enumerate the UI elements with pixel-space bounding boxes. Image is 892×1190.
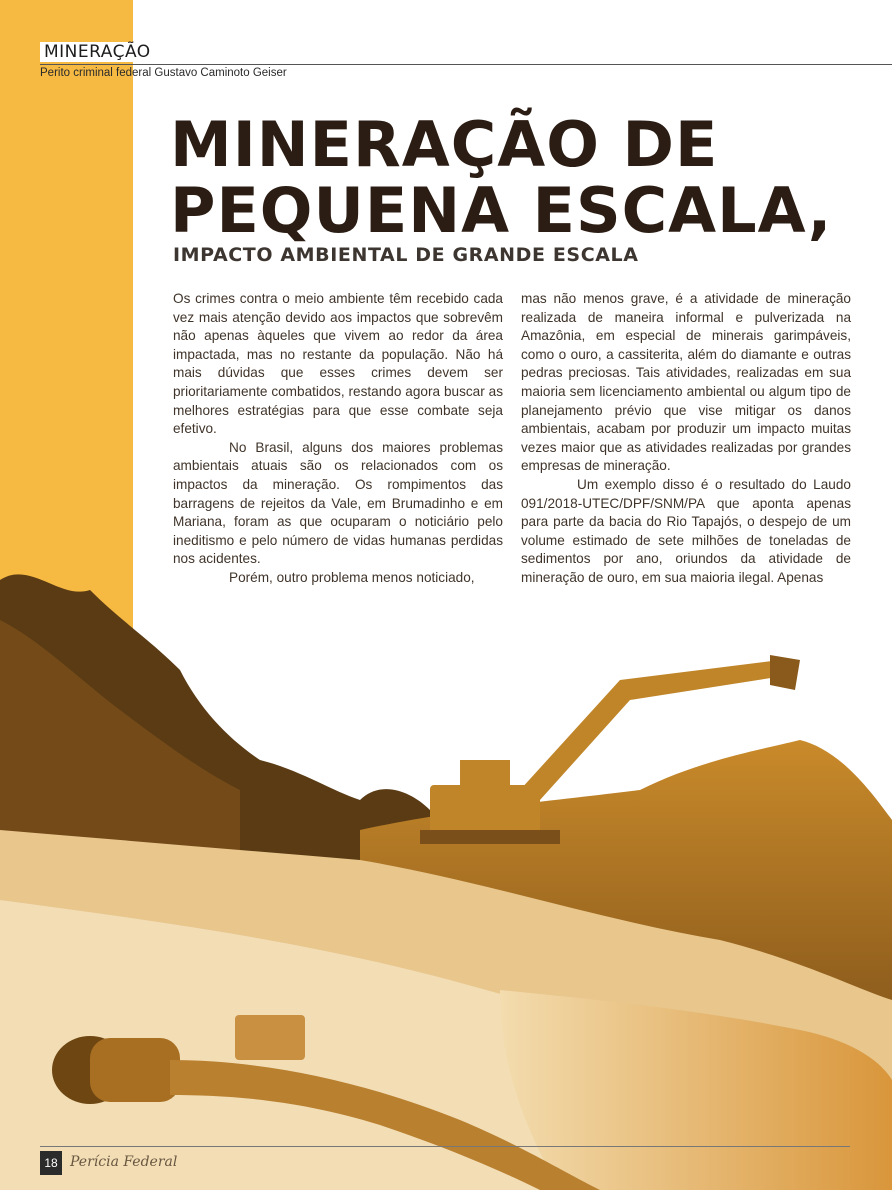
text-column-1 (173, 290, 503, 588)
mining-site-photo (0, 560, 892, 1190)
magazine-name: Perícia Federal (70, 1154, 178, 1170)
header-divider (40, 64, 892, 65)
title-line-2: PEQUENA ESCALA, (170, 174, 833, 247)
paragraph: No Brasil, alguns dos maiores problemas ambientais atuais são os relacionados com os impactos da mineração. Os rompimentos das barragens de rejeitos da Vale, em Brumadinho e em Mariana, foram as que ocuparam o noticiário pelo ineditismo e pelo número de vidas humanas perdidas nos acidentes. (173, 439, 503, 567)
footer-divider (40, 1146, 850, 1147)
paragraph: Um exemplo disso é o resultado do Laudo 091/2018-UTEC/DPF/SNM/PA que aponta apenas para parte da bacia do Rio Tapajós, o despejo de um volume estimado de sete milhões de toneladas de sedimentos por ano, oriundos da atividade de mineração de ouro, em sua maioria ilegal. Apenas (521, 476, 851, 585)
article-title (170, 108, 833, 247)
article-subtitle: IMPACTO AMBIENTAL DE GRANDE ESCALA (173, 244, 639, 266)
paragraph: Os crimes contra o meio ambiente têm recebido cada vez mais atenção devido aos impactos que sobrevêm não apenas àqueles que vivem ao redor da área impactada, mas no restante da população. Não há mais dúvidas que esses crimes devem ser prioritariamente combatidos, restando agora buscar as melhores estratégias para que esse combate seja efetivo. (173, 291, 503, 437)
title-line-1: MINERAÇÃO DE (170, 108, 719, 181)
paragraph: mas não menos grave, é a atividade de mineração realizada de maneira informal e pulverizada na Amazônia, em especial de minerais garimpáveis, como o ouro, a cassiterita, além do diamante e outras pedras preciosas. Tais atividades, realizadas em sua maioria sem licenciamento ambiental ou algum tipo de planejamento prévio que vise mitigar os danos ambientais, acabam por produzir um impacto muitas vezes maior que as atividades realizadas por grandes empresas de mineração. (521, 291, 851, 474)
page-number: 18 (40, 1151, 62, 1175)
paragraph: Porém, outro problema menos noticiado, (229, 569, 475, 585)
text-column-2 (521, 290, 851, 588)
author-byline: Perito criminal federal Gustavo Caminoto Geiser (40, 67, 287, 79)
section-label: MINERAÇÃO (40, 42, 155, 62)
